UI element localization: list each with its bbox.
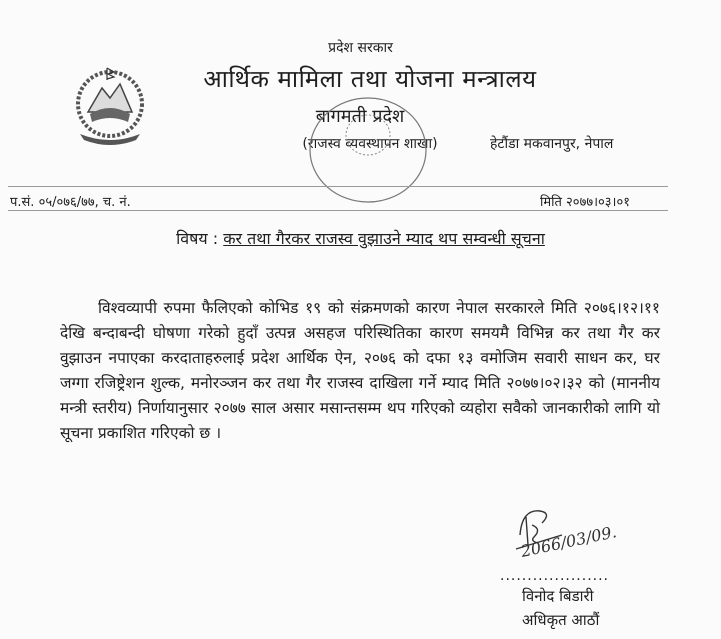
header-divider-bottom [8, 210, 668, 211]
subject-text: कर तथा गैरकर राजस्व वुझाउने म्याद थप सम्वन्धी सूचना [223, 229, 545, 248]
nepal-emblem-icon [70, 62, 150, 152]
reference-number: प.सं. ०५/०७६/७७, च. नं. [10, 195, 131, 210]
province-name: बागमती प्रदेश [315, 106, 405, 127]
branch-name: (राजस्व व्यवस्थापन शाखा) [302, 136, 438, 152]
government-heading: प्रदेश सरकार [328, 40, 393, 56]
handwritten-date: 2066/03/09. [519, 522, 619, 561]
letter-date: मिति २०७७।०३।०१ [540, 195, 630, 210]
subject-label: विषय : [176, 229, 224, 248]
subject-line [0, 227, 721, 249]
signatory-name: विनोद बिडारी [522, 587, 594, 605]
signature-line: .................... [500, 568, 610, 584]
office-address: हेटौंडा मकवानपुर, नेपाल [490, 136, 614, 152]
header-divider-top [8, 186, 668, 187]
office-seal-icon [300, 95, 430, 205]
signatory-title: अधिकृत आठौं [522, 611, 600, 629]
notice-body: विश्वव्यापी रुपमा फैलिएको कोभिड १९ को संक्रमणको कारण नेपाल सरकारले मिति २०७६।१२।११ देखि बन्दाबन्दी घोषणा गरेको हुदाँ उत्पन्न असहज परिस्थितिका कारण समयमै विभिन्न कर तथा गैर कर वुझाउन नपाएका करदाताहरुलाई प्रदेश आर्थिक ऐन, २०७६ को दफा १३ वमोजिम सवारी साधन कर, घर जग्गा रजिष्ट्रेशन शुल्क, मनोरञ्जन कर तथा गैर राजस्व दाखिला गर्ने म्याद मिति २०७७।०२।३२ को (माननीय मन्त्री स्तरीय) निर्णायानुसार २०७७ साल असार मसान्तसम्म थप गरिएको व्यहोरा सवैको जानकारीको लागि यो सूचना प्रकाशित गरिएको छ । [60, 299, 660, 442]
ministry-title: आर्थिक मामिला तथा योजना मन्त्रालय [203, 65, 537, 93]
